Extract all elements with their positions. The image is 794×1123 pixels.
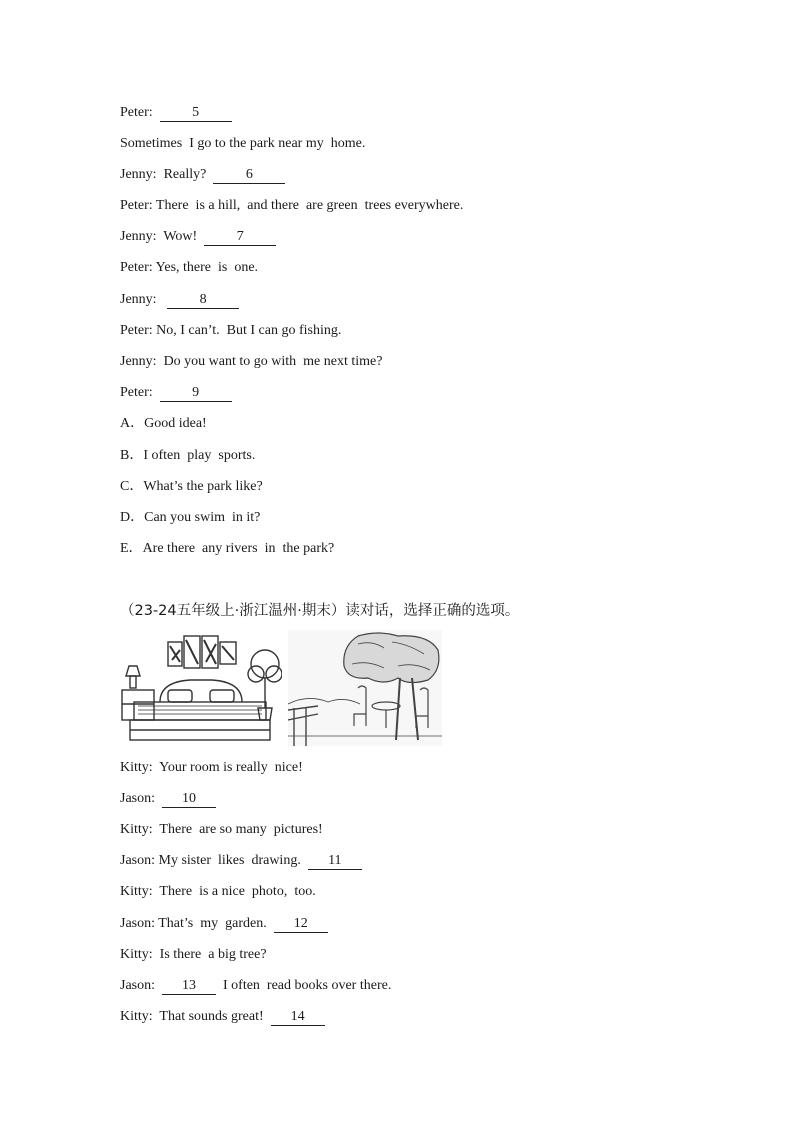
- speaker: Kitty:: [120, 760, 153, 775]
- speaker: Kitty:: [120, 1009, 153, 1024]
- dialogue-text: Your room is really nice!: [159, 760, 303, 775]
- dialogue-line: [120, 384, 232, 402]
- dialogue-text: That sounds great!: [159, 1009, 264, 1024]
- speaker: Kitty:: [120, 884, 153, 899]
- dialogue-text: Do you want to go with me next time?: [163, 354, 383, 369]
- speaker: Peter:: [120, 105, 153, 120]
- dialogue-line: [120, 790, 216, 808]
- answer-blank[interactable]: 12: [274, 916, 328, 933]
- speaker: Jenny:: [120, 229, 157, 244]
- option-d: [120, 509, 260, 527]
- dialogue-text: My sister likes drawing.: [158, 853, 301, 868]
- option-letter: D．: [120, 510, 145, 525]
- answer-blank[interactable]: 6: [213, 167, 285, 184]
- option-a: [120, 415, 207, 433]
- answer-blank[interactable]: 11: [308, 853, 362, 870]
- dialogue-text: Is there a big tree?: [159, 947, 267, 962]
- dialogue-line: [120, 197, 463, 215]
- option-b: [120, 447, 255, 465]
- speaker: Jason:: [120, 853, 155, 868]
- dialogue-line: [120, 915, 328, 933]
- speaker: Jason:: [120, 978, 155, 993]
- dialogue-line: [120, 1008, 325, 1026]
- answer-blank[interactable]: 8: [167, 292, 239, 309]
- option-text: What’s the park like?: [143, 479, 263, 494]
- dialogue-line: [120, 821, 323, 839]
- speaker: Peter:: [120, 323, 153, 338]
- dialogue-line: [120, 228, 276, 246]
- speaker: Peter:: [120, 260, 153, 275]
- dialogue-text: Yes, there is one.: [155, 260, 259, 275]
- speaker: Kitty:: [120, 947, 153, 962]
- speaker: Jason:: [120, 791, 155, 806]
- speaker: Peter:: [120, 385, 153, 400]
- section-heading: （23-24五年级上·浙江温州·期末）读对话，选择正确的选项。: [120, 603, 520, 619]
- dialogue-text: Sometimes I go to the park near my home.: [120, 136, 366, 151]
- option-letter: C．: [120, 479, 144, 494]
- garden-photo: [288, 630, 442, 746]
- option-text: Can you swim in it?: [144, 510, 261, 525]
- answer-blank[interactable]: 9: [160, 385, 232, 402]
- speaker: Jenny:: [120, 292, 157, 307]
- answer-blank[interactable]: 14: [271, 1009, 325, 1026]
- dialogue-line: [120, 104, 232, 122]
- dialogue-text: Wow!: [163, 229, 198, 244]
- dialogue-text: No, I can’t. But I can go fishing.: [156, 323, 342, 338]
- dialogue-line: [120, 166, 285, 184]
- option-text: Are there any rivers in the park?: [142, 541, 335, 556]
- option-letter: B．: [120, 448, 144, 463]
- dialogue-line: [120, 977, 391, 995]
- dialogue-line: [120, 759, 303, 777]
- dialogue-line: [120, 883, 316, 901]
- dialogue-text: I often read books over there.: [223, 978, 392, 993]
- dialogue-line: [120, 291, 239, 309]
- bedroom-picture: [120, 632, 282, 746]
- dialogue-line: [120, 135, 365, 153]
- dialogue-line: [120, 946, 267, 964]
- speaker: Jenny:: [120, 167, 157, 182]
- answer-blank[interactable]: 10: [162, 791, 216, 808]
- dialogue-line: [120, 259, 258, 277]
- dialogue-text: That’s my garden.: [158, 916, 267, 931]
- option-letter: A．: [120, 416, 145, 431]
- option-letter: E．: [120, 541, 143, 556]
- dialogue-line: [120, 852, 362, 870]
- speaker: Jason:: [120, 916, 155, 931]
- speaker: Jenny:: [120, 354, 157, 369]
- option-c: [120, 478, 263, 496]
- dialogue-text: There are so many pictures!: [159, 822, 323, 837]
- dialogue-line: [120, 322, 341, 340]
- answer-blank[interactable]: 13: [162, 978, 216, 995]
- option-text: Good idea!: [144, 416, 207, 431]
- option-text: I often play sports.: [143, 448, 256, 463]
- dialogue-text: There is a hill, and there are green trees everywhere.: [155, 198, 464, 213]
- answer-blank[interactable]: 5: [160, 105, 232, 122]
- dialogue-line: [120, 353, 382, 371]
- speaker: Kitty:: [120, 822, 153, 837]
- speaker: Peter:: [120, 198, 153, 213]
- dialogue-text: There is a nice photo, too.: [159, 884, 316, 899]
- dialogue-text: Really?: [163, 167, 207, 182]
- answer-blank[interactable]: 7: [204, 229, 276, 246]
- option-e: [120, 540, 334, 558]
